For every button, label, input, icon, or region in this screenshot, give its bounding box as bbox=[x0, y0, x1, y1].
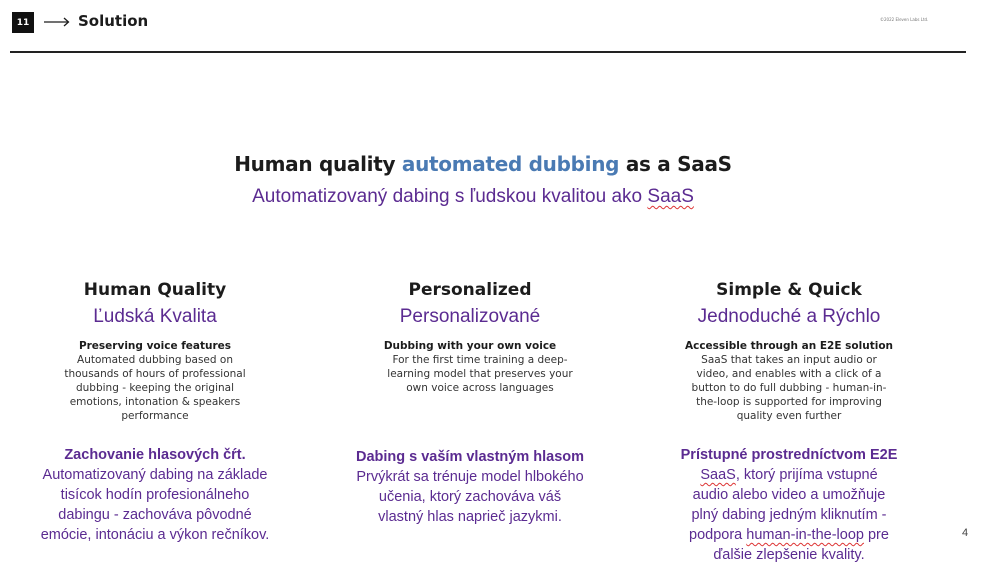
translation-title: Dabing s vaším vlastným hlasom bbox=[355, 449, 585, 465]
column-title: Personalized bbox=[408, 280, 532, 300]
subheadline-text: Automatizovaný dabing s ľudskou kvalitou ako bbox=[252, 186, 648, 207]
translation-block bbox=[350, 447, 590, 527]
column-human-quality bbox=[35, 280, 275, 570]
column-title-translation: Ľudská Kvalita bbox=[93, 306, 217, 327]
feature-title: Dubbing with your own voice bbox=[383, 340, 557, 352]
translation-description: Prvýkrát sa trénuje model hlbokého učenia, ktorý zachováva váš vlastný hlas naprieč jazykmi. bbox=[356, 469, 584, 525]
page-number: 4 bbox=[962, 527, 969, 539]
marked-word: SaaS bbox=[700, 467, 736, 483]
column-personalized bbox=[350, 280, 590, 570]
copyright-text: ©2022 Eleven Labs Ltd. bbox=[880, 17, 929, 22]
translation-title: Zachovanie hlasových čŕt. bbox=[64, 447, 246, 463]
headline-part-end: as a SaaS bbox=[619, 152, 732, 176]
slide-headline-translation bbox=[0, 186, 946, 208]
translation-text: pre ďalšie zlepšenie kvality. bbox=[713, 527, 889, 563]
translation-title: Prístupné prostredníctvom E2E bbox=[680, 447, 898, 463]
translation-description bbox=[669, 465, 909, 565]
headline-accent: automated dubbing bbox=[401, 152, 620, 176]
feature-description: For the first time training a deep-learning model that preserves your own voice across languages bbox=[387, 354, 573, 394]
column-title: Simple & Quick bbox=[716, 280, 862, 300]
translation-description: Automatizovaný dabing na základe tisícok hodín profesionálneho dabingu - zachováva pôvodné emócie, intonáciu a výkon rečníkov. bbox=[40, 467, 270, 543]
feature-title: Preserving voice features bbox=[78, 340, 232, 352]
column-simple-quick bbox=[669, 280, 909, 570]
column-title: Human Quality bbox=[83, 280, 227, 300]
arrow-right-icon bbox=[44, 16, 70, 28]
slide-headline bbox=[0, 152, 966, 176]
translation-block bbox=[669, 445, 909, 565]
feature-description: SaaS that takes an input audio or video, and enables with a click of a button to do full dubbing - human-in-the-loop is supported for improving quality even further bbox=[691, 354, 887, 422]
slide-section-title: Solution bbox=[78, 12, 149, 30]
column-title-translation: Jednoduché a Rýchlo bbox=[697, 306, 881, 327]
column-title-translation: Personalizované bbox=[399, 306, 541, 327]
translation-block bbox=[40, 445, 270, 545]
marked-word: human-in-the-loop bbox=[746, 527, 864, 543]
feature-description: Automated dubbing based on thousands of hours of professional dubbing - keeping the original emotions, intonation & speakers performance bbox=[64, 354, 246, 422]
feature-title: Accessible through an E2E solution bbox=[684, 340, 894, 352]
translation-text: , ktorý prijíma vstupné audio alebo video a umožňuje plný dabing jedným kliknutím - podpora bbox=[689, 467, 887, 543]
header-divider bbox=[10, 51, 966, 53]
headline-part-start: Human quality bbox=[234, 152, 402, 176]
page-badge: 11 bbox=[12, 12, 34, 33]
subheadline-marked-word: SaaS bbox=[647, 186, 694, 207]
